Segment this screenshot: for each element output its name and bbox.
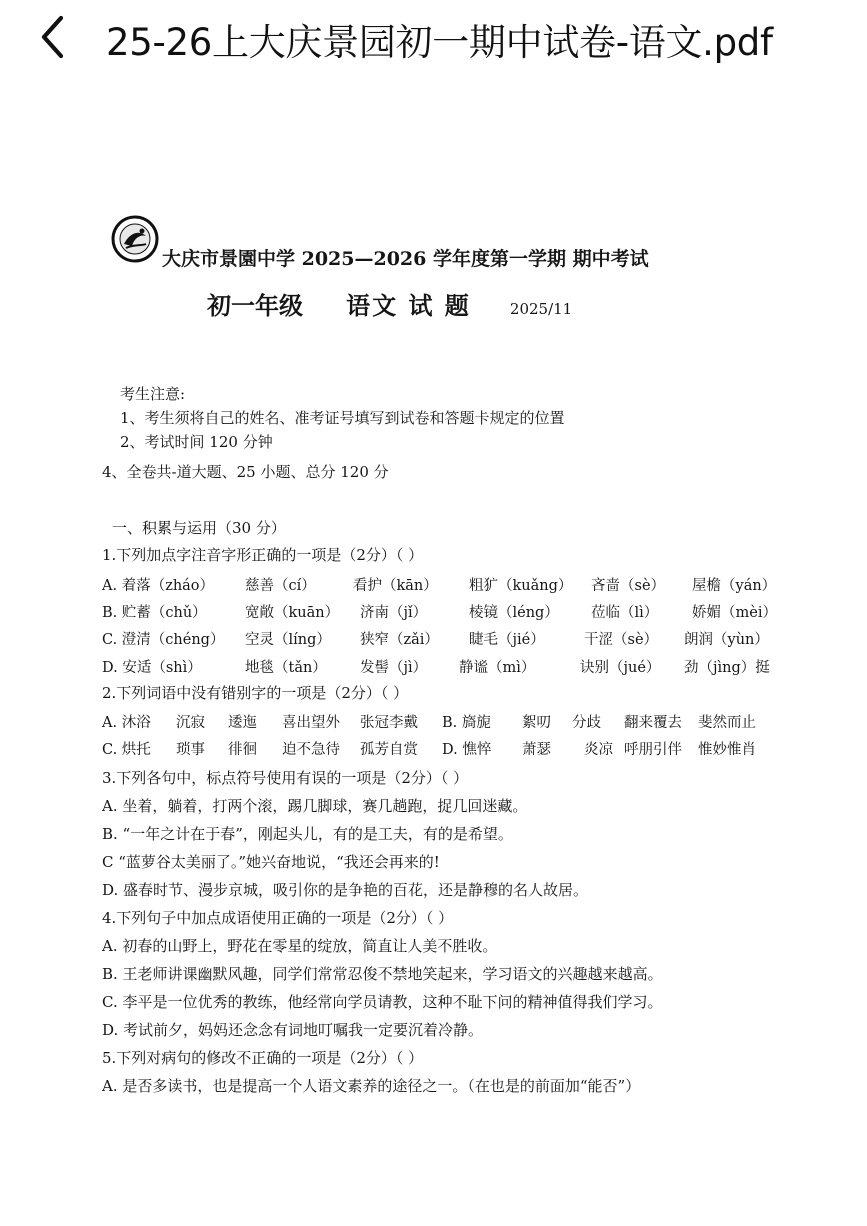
question-line: A. 是否多读书，也是提高一个人语文素养的途径之一。（在也是的前面加“能否”） (102, 1077, 641, 1095)
option-item: C. 澄清（chéng） (102, 632, 225, 648)
back-button[interactable] (34, 14, 74, 60)
option-item: 斐然而止 (698, 715, 756, 731)
exam-grade: 初一年级 (207, 291, 303, 320)
option-item: 看护（kān） (353, 578, 438, 594)
option-item: 狭窄（zǎi） (360, 632, 439, 648)
option-item: 沉寂 (176, 715, 205, 731)
option-item: B. 旖旎 (442, 715, 491, 731)
option-item: 发髻（jì） (360, 660, 428, 676)
option-item: A. 沐浴 (102, 715, 151, 731)
option-item: 炎凉 (584, 742, 613, 758)
exam-title-line (207, 286, 572, 321)
question-line: D. 盛春时节、漫步京城，吸引你的是争艳的百花，还是静穆的名人故居。 (102, 881, 589, 899)
option-item: 迫不急待 (282, 742, 340, 758)
exam-date: 2025/11 (509, 300, 573, 318)
school-logo (110, 214, 160, 264)
option-item: 张冠李戴 (360, 715, 418, 731)
notice-item: 4、全卷共-道大题、25 小题、总分 120 分 (102, 463, 389, 481)
option-item: 徘徊 (228, 742, 257, 758)
option-item: D. 安适（shì） (102, 660, 202, 676)
exam-school-line: 大庆市景園中学 2025—2026 学年度第一学期 期中考试 (162, 248, 649, 270)
option-item: 睫毛（jié） (469, 632, 545, 648)
exam-subject: 语文 试 题 (346, 291, 471, 320)
section-heading: 一、积累与运用（30 分） (112, 519, 286, 537)
option-item: 呼朋引伴 (624, 742, 682, 758)
question-stem: 4.下列句子中加点成语使用正确的一项是（2分）（ ） (102, 909, 454, 927)
option-item: 莅临（lì） (591, 605, 659, 621)
question-line: C. 李平是一位优秀的教练，他经常向学员请教，这种不耻下问的精神值得我们学习。 (102, 993, 663, 1011)
option-item: 宽敞（kuān） (245, 605, 340, 621)
option-item: 静谧（mì） (459, 660, 536, 676)
option-item: D. 憔悴 (442, 742, 492, 758)
option-item: 吝啬（sè） (591, 578, 666, 594)
option-item: 絮叨 (522, 715, 551, 731)
top-bar (0, 0, 867, 78)
option-item: 惟妙惟肖 (698, 742, 756, 758)
question-line: C “蓝萝谷太美丽了。”她兴奋地说，“我还会再来的! (102, 853, 440, 871)
question-line: B. “一年之计在于春”，刚起头儿，有的是工夫，有的是希望。 (102, 825, 513, 843)
option-item: 翻来覆去 (624, 715, 682, 731)
notice-title: 考生注意: (120, 385, 186, 403)
option-item: 娇媚（mèi） (692, 605, 777, 621)
option-item: 慈善（cí） (245, 578, 316, 594)
option-item: C. 烘托 (102, 742, 151, 758)
option-item: 屋檐（yán） (692, 578, 777, 594)
option-item: 孤芳自赏 (360, 742, 418, 758)
question-line: A. 坐着，躺着，打两个滚，踢几脚球，赛几趟跑，捉几回迷藏。 (102, 797, 528, 815)
option-item: 空灵（líng） (245, 632, 331, 648)
option-item: 喜出望外 (282, 715, 340, 731)
option-item: 分歧 (572, 715, 601, 731)
question-line: B. 王老师讲课幽默风趣，同学们常常忍俊不禁地笑起来，学习语文的兴趣越来越高。 (102, 965, 663, 983)
option-item: 朗润（yùn） (684, 632, 769, 648)
option-item: 萧瑟 (522, 742, 551, 758)
option-item: 粗犷（kuǎng） (469, 578, 573, 594)
question-stem: 5.下列对病句的修改不正确的一项是（2分）（ ） (102, 1049, 424, 1067)
option-item: 地毯（tǎn） (245, 660, 327, 676)
option-item: 逶迤 (228, 715, 257, 731)
option-item: 济南（jǐ） (360, 605, 428, 621)
question-line: D. 考试前夕，妈妈还念念有词地叮嘱我一定要沉着冷静。 (102, 1021, 484, 1039)
notice-item: 2、考试时间 120 分钟 (120, 433, 273, 451)
document-title: 25-26上大庆景园初一期中试卷-语文.pdf (106, 21, 773, 64)
option-item: 棱镜（léng） (469, 605, 559, 621)
option-item: 诀别（jué） (580, 660, 661, 676)
question-stem: 1.下列加点字注音字形正确的一项是（2分）（ ） (102, 546, 424, 564)
option-item: 琐事 (176, 742, 205, 758)
option-item: B. 贮蓄（chǔ） (102, 605, 207, 621)
chevron-left-icon (34, 14, 74, 60)
option-item: A. 着落（zháo） (102, 578, 215, 594)
notice-item: 1、考生须将自己的姓名、准考证号填写到试卷和答题卡规定的位置 (120, 409, 565, 427)
option-item: 干涩（sè） (584, 632, 659, 648)
question-line: A. 初春的山野上，野花在零星的绽放，简直让人美不胜收。 (102, 937, 498, 955)
pdf-page[interactable] (0, 78, 867, 1226)
question-stem: 2.下列词语中没有错别字的一项是（2分）（ ） (102, 684, 409, 702)
question-stem: 3.下列各句中，标点符号使用有误的一项是（2分）（ ） (102, 769, 469, 787)
option-item: 劲（jìng）挺 (684, 660, 770, 676)
